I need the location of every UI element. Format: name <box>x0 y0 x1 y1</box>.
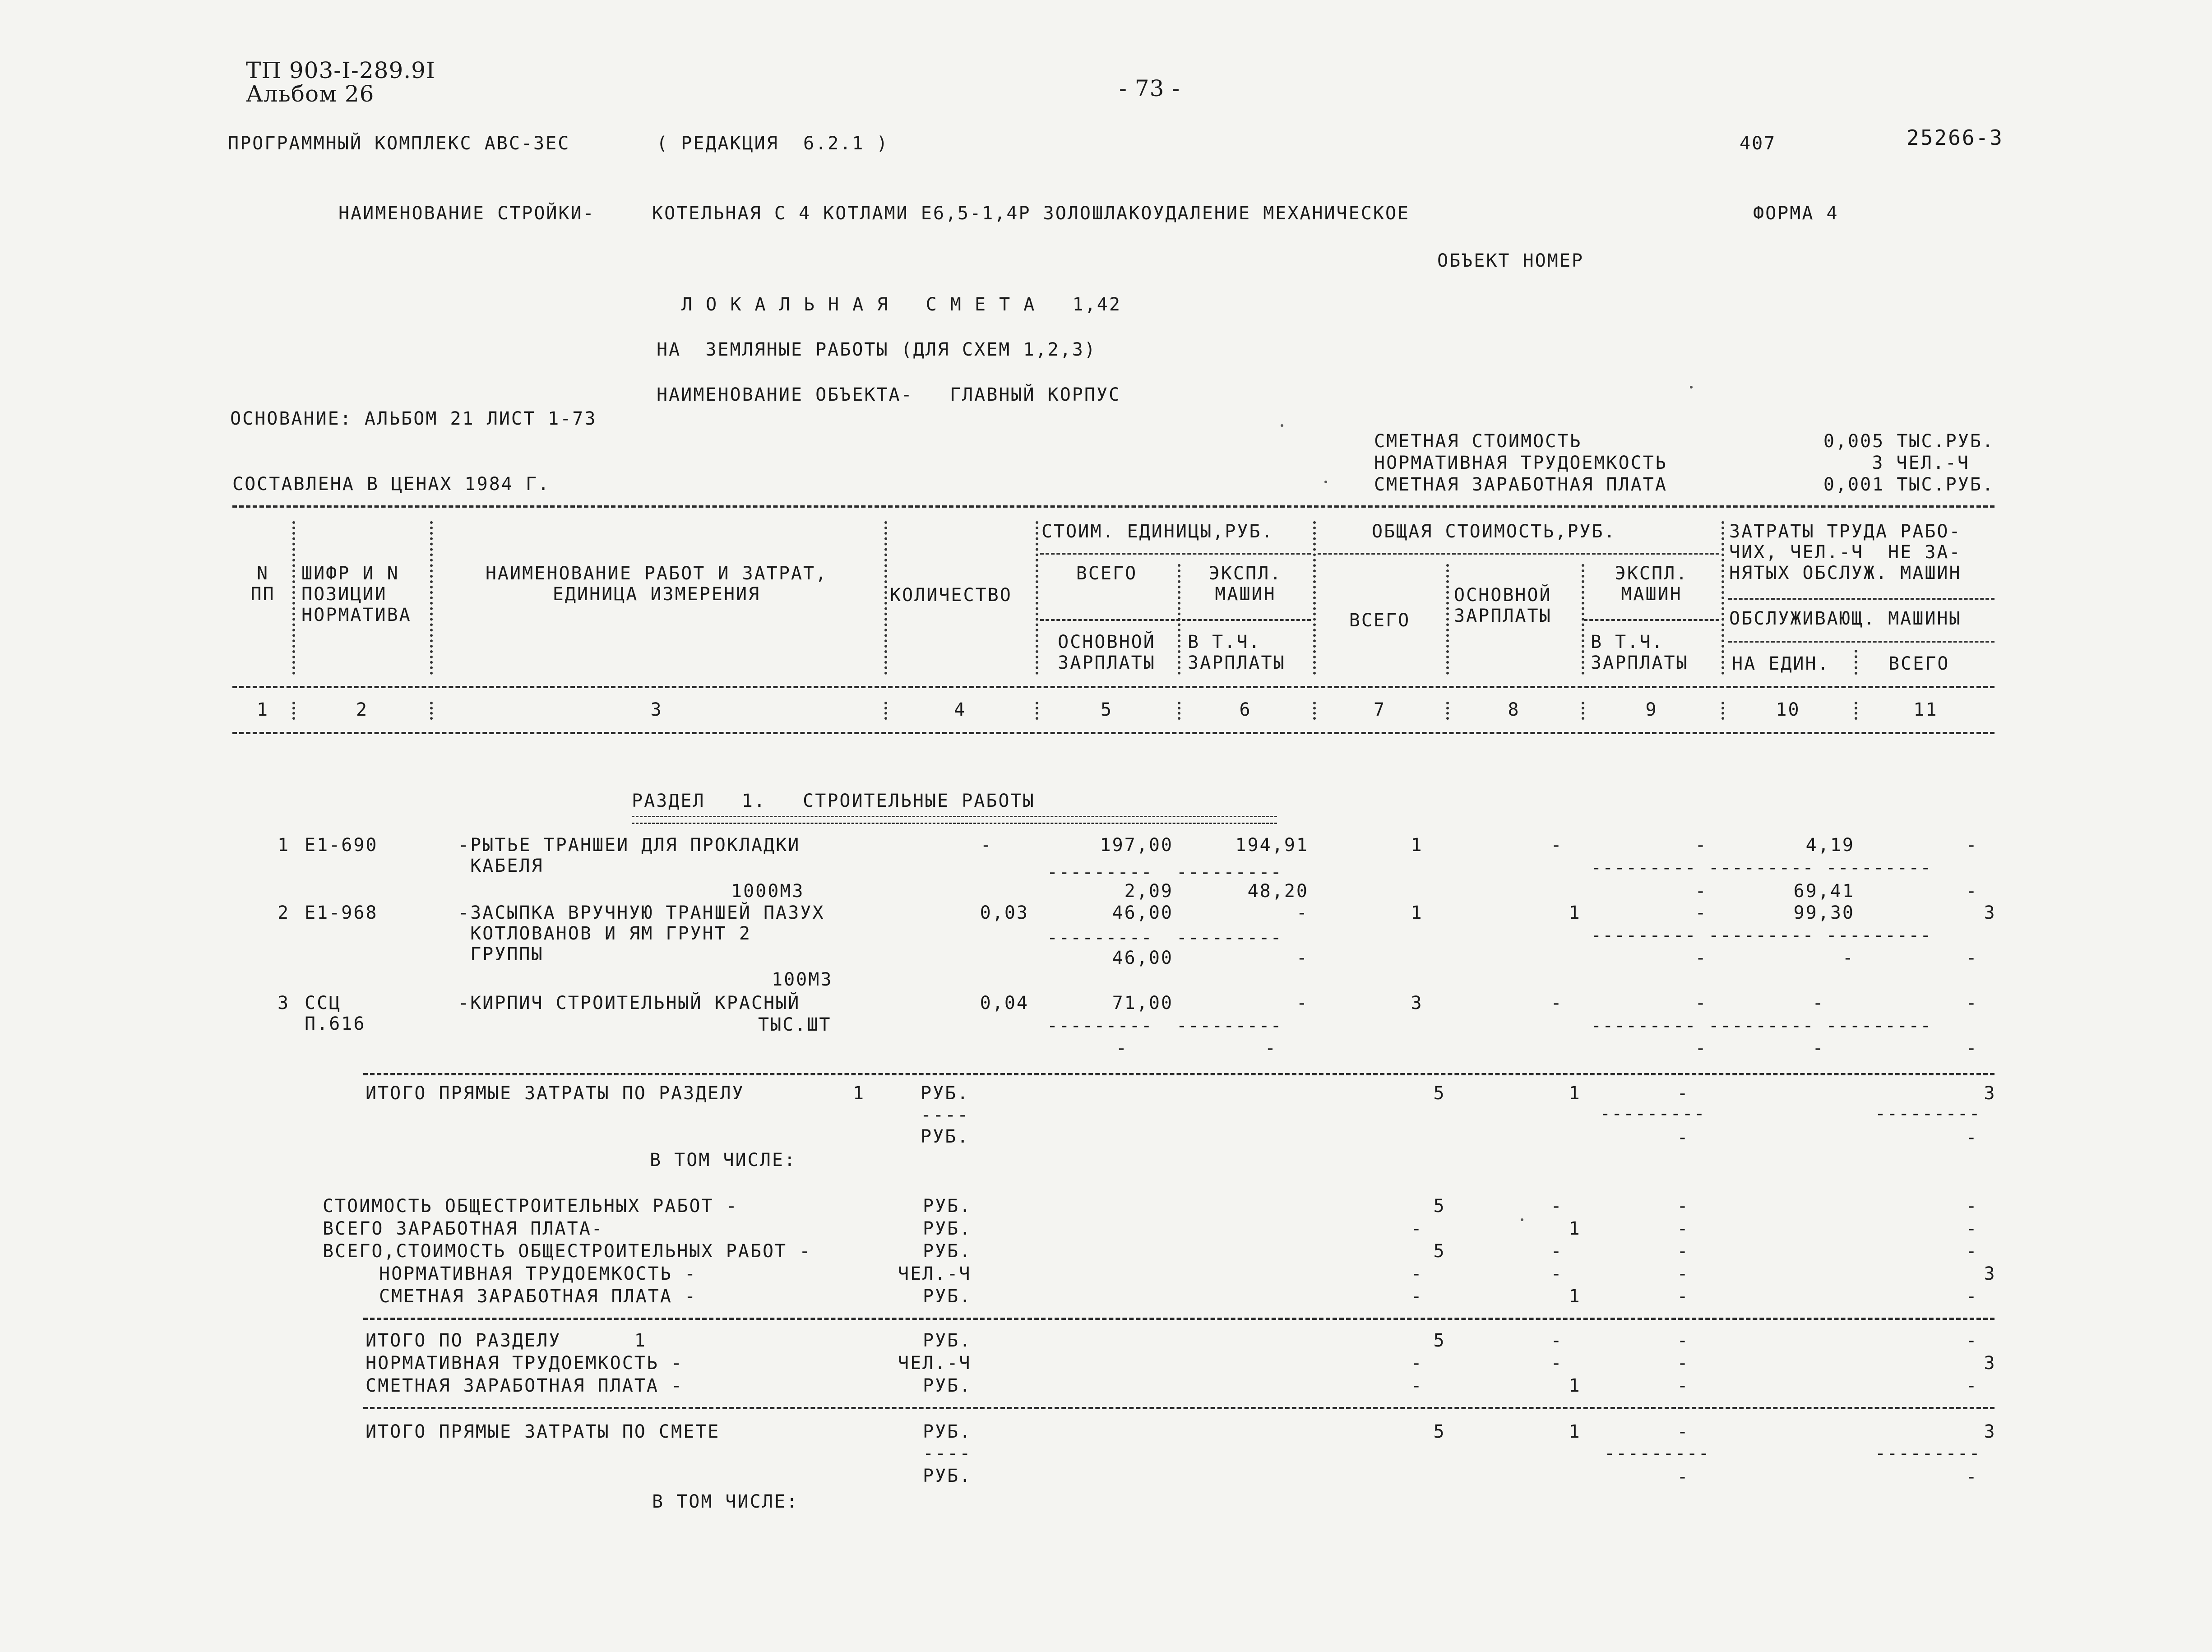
section-total-col11: 3 <box>1984 1353 1996 1374</box>
section-total-col8: - <box>1550 1330 1563 1351</box>
breakdown-col9: - <box>1677 1241 1689 1262</box>
including-label: В ТОМ ЧИСЛЕ: <box>650 1150 796 1171</box>
col-number: 11 <box>1913 699 1938 720</box>
breakdown-unit: РУБ. <box>923 1241 972 1262</box>
col-divider <box>1313 521 1316 675</box>
row-labor-unit: 4,19 <box>1805 835 1855 856</box>
col-divider <box>1313 702 1316 720</box>
stroyka-value: КОТЕЛЬНАЯ С 4 КОТЛАМИ Е6,5-1,4Р ЗОЛОШЛАКОУДАЛЕНИЕ МЕХАНИЧЕСКОЕ <box>652 203 1410 224</box>
col-header-9b: В Т.Ч. ЗАРПЛАТЫ <box>1591 632 1689 673</box>
row-name: -РЫТЬЕ ТРАНШЕИ ДЛЯ ПРОКЛАДКИ КАБЕЛЯ <box>458 835 801 876</box>
row-cost-machines: - <box>1296 993 1309 1013</box>
split-dash: --------- <box>1875 1443 1981 1464</box>
row-cost-salary: 2,09 <box>1124 881 1173 902</box>
section-total-unit: РУБ. <box>923 1375 972 1396</box>
estimate-total-unit: РУБ. <box>923 1421 972 1442</box>
page-number: - 73 - <box>1119 75 1180 102</box>
section-total-col9: - <box>1677 1375 1689 1396</box>
row-labor-total: - <box>1966 993 1978 1013</box>
split-dash: --------- --------- --------- <box>1591 857 1932 878</box>
row-code: Е1-968 <box>305 902 378 923</box>
scan-speck <box>1281 424 1283 427</box>
col-number: 7 <box>1373 699 1386 720</box>
total-col7: 5 <box>1433 1083 1446 1104</box>
col-divider <box>292 702 295 720</box>
total-unit: РУБ. <box>921 1083 970 1104</box>
col-number: 2 <box>356 699 369 720</box>
col-number: 6 <box>1239 699 1252 720</box>
section-total-col7: - <box>1411 1375 1423 1396</box>
total-col8: 1 <box>1569 1083 1581 1104</box>
col-header-1: N ПП <box>250 563 275 605</box>
row-cost-total: 46,00 <box>1112 902 1173 923</box>
col-header-5b: ОСНОВНОЙ ЗАРПЛАТЫ <box>1058 632 1156 673</box>
breakdown-label: НОРМАТИВНАЯ ТРУДОЕМКОСТЬ - <box>379 1263 697 1284</box>
col-divider <box>430 702 433 720</box>
header-bottom-rule <box>232 732 1995 734</box>
row-total: 1 <box>1411 835 1423 856</box>
section-total-label: ИТОГО ПО РАЗДЕЛУ 1 <box>366 1330 647 1351</box>
header-rule <box>1584 619 1719 621</box>
summary-value: 0,001 ТЫС.РУБ. <box>1823 474 1995 495</box>
row-unit: 100М3 <box>772 969 833 990</box>
breakdown-unit: РУБ. <box>923 1286 972 1307</box>
row-machines: - <box>1695 835 1708 856</box>
row-name: -КИРПИЧ СТРОИТЕЛЬНЫЙ КРАСНЫЙ <box>458 993 801 1013</box>
section-total-label: НОРМАТИВНАЯ ТРУДОЕМКОСТЬ - <box>366 1353 684 1374</box>
section-total-unit: ЧЕЛ.-Ч <box>898 1353 972 1374</box>
estimate-prices: СОСТАВЛЕНА В ЦЕНАХ 1984 Г. <box>232 474 551 495</box>
row-number: 2 <box>278 902 290 923</box>
col-header-10: НА ЕДИН. <box>1732 653 1830 674</box>
col-divider <box>1855 702 1857 720</box>
split-dash: --------- <box>1600 1103 1706 1124</box>
breakdown-col7: - <box>1411 1286 1423 1307</box>
row-code: Е1-690 <box>305 835 378 856</box>
row-cost-salary: - <box>1115 1038 1128 1059</box>
total-section-number: 1 <box>853 1083 865 1104</box>
estimate-total-col7: 5 <box>1433 1421 1446 1442</box>
breakdown-label: ВСЕГО,СТОИМОСТЬ ОБЩЕСТРОИТЕЛЬНЫХ РАБОТ - <box>323 1241 812 1262</box>
row-labor-unit: - <box>1812 993 1825 1013</box>
total-cost-header: ОБЩАЯ СТОИМОСТЬ,РУБ. <box>1372 521 1616 542</box>
estimate-rule <box>363 1407 1995 1409</box>
breakdown-col8: - <box>1550 1196 1563 1217</box>
estimate-title: Л О К А Л Ь Н А Я С М Е Т А 1,42 <box>681 294 1121 315</box>
split-dash: --------- <box>1604 1443 1710 1464</box>
row-unit: ТЫС.ШТ <box>758 1014 832 1035</box>
row-qty: - <box>980 835 993 856</box>
breakdown-col11: - <box>1966 1196 1978 1217</box>
row-machine-salary: - <box>1695 881 1708 902</box>
section-title: РАЗДЕЛ 1. СТРОИТЕЛЬНЫЕ РАБОТЫ <box>632 791 1035 811</box>
header-rule <box>1040 619 1311 621</box>
col-header-7: ВСЕГО <box>1349 610 1411 631</box>
col-number: 9 <box>1645 699 1658 720</box>
summary-value: 3 ЧЕЛ.-Ч <box>1872 453 1970 473</box>
col-header-2: ШИФР И N ПОЗИЦИИ НОРМАТИВА <box>301 563 412 625</box>
unit-dash: ---- <box>923 1443 972 1464</box>
breakdown-col9: - <box>1677 1263 1689 1284</box>
row-machine-salary: - <box>1695 948 1708 968</box>
section-total-col11: - <box>1966 1330 1978 1351</box>
col-header-6b: В Т.Ч. ЗАРПЛАТЫ <box>1188 632 1286 673</box>
album-number: Альбом 26 <box>246 81 375 107</box>
row-machine-salary: - <box>1695 1038 1708 1059</box>
breakdown-col7: 5 <box>1433 1241 1446 1262</box>
breakdown-col11: - <box>1966 1241 1978 1262</box>
col-number: 5 <box>1100 699 1113 720</box>
row-labor-service-total: - <box>1966 948 1978 968</box>
object-name: НАИМЕНОВАНИЕ ОБЪЕКТА- ГЛАВНЫЙ КОРПУС <box>657 384 1121 405</box>
breakdown-unit: РУБ. <box>923 1218 972 1239</box>
row-cost-machines: - <box>1296 902 1309 923</box>
row-total: 1 <box>1411 902 1423 923</box>
section-total-col11: - <box>1966 1375 1978 1396</box>
estimate-total-col9b: - <box>1677 1467 1689 1487</box>
col-header-4: КОЛИЧЕСТВО <box>890 585 1012 606</box>
breakdown-col7: 5 <box>1433 1196 1446 1217</box>
summary-value: 0,005 ТЫС.РУБ. <box>1823 431 1995 452</box>
header-rule <box>1728 641 1995 643</box>
row-labor-total: - <box>1966 835 1978 856</box>
header-rule <box>1728 598 1995 600</box>
breakdown-col11: 3 <box>1984 1263 1996 1284</box>
object-number: ОБЪЕКТ НОМЕР <box>1437 250 1584 271</box>
row-machines: - <box>1695 993 1708 1013</box>
col-number: 1 <box>256 699 269 720</box>
breakdown-unit: ЧЕЛ.-Ч <box>898 1263 972 1284</box>
table-top-rule <box>232 505 1995 508</box>
estimate-basis: ОСНОВАНИЕ: АЛЬБОМ 21 ЛИСТ 1-73 <box>230 408 597 429</box>
scan-speck <box>1324 481 1327 483</box>
doc-code-1: 407 <box>1740 133 1777 154</box>
estimate-total-label: ИТОГО ПРЯМЫЕ ЗАТРАТЫ ПО СМЕТЕ <box>366 1421 720 1442</box>
tp-number: ТП 903-I-289.9I <box>246 57 435 83</box>
breakdown-label: СМЕТНАЯ ЗАРАБОТНАЯ ПЛАТА - <box>379 1286 697 1307</box>
row-labor-service-total: - <box>1966 1038 1978 1059</box>
col-divider <box>292 521 295 675</box>
program-redaction: ( РЕДАКЦИЯ 6.2.1 ) <box>657 133 889 154</box>
row-code: ССЦ П.616 <box>305 993 366 1034</box>
header-rule <box>1040 553 1311 555</box>
split-dash: --------- --------- <box>1047 862 1282 883</box>
section-total-unit: РУБ. <box>923 1330 972 1351</box>
scan-speck <box>1690 386 1693 389</box>
row-cost-machines: 194,91 <box>1235 835 1309 856</box>
row-cost-machine-salary: - <box>1296 948 1309 968</box>
estimate-total-col11b: - <box>1966 1467 1978 1487</box>
total-unit-2: РУБ. <box>921 1126 970 1147</box>
breakdown-label: ВСЕГО ЗАРАБОТНАЯ ПЛАТА- <box>323 1218 604 1239</box>
split-dash: --------- --------- <box>1047 1015 1282 1036</box>
summary-label: СМЕТНАЯ ЗАРАБОТНАЯ ПЛАТА <box>1374 474 1667 495</box>
breakdown-col11: - <box>1966 1218 1978 1239</box>
breakdown-col7: - <box>1411 1218 1423 1239</box>
col-divider <box>884 702 887 720</box>
program-name: ПРОГРАММНЫЙ КОМПЛЕКС АВС-3ЕС <box>228 133 570 154</box>
estimate-total-col9: - <box>1677 1421 1689 1442</box>
col-header-8: ОСНОВНОЙ ЗАРПЛАТЫ <box>1454 585 1552 626</box>
row-cost-total: 71,00 <box>1112 993 1173 1013</box>
summary-label: СМЕТНАЯ СТОИМОСТЬ <box>1374 431 1582 452</box>
col-divider <box>1446 564 1449 675</box>
scan-speck <box>1521 1218 1523 1221</box>
row-salary: - <box>1550 835 1563 856</box>
row-number: 1 <box>278 835 290 856</box>
row-salary: - <box>1550 993 1563 1013</box>
header-rule <box>232 686 1995 688</box>
section-total-label: СМЕТНАЯ ЗАРАБОТНАЯ ПЛАТА - <box>366 1375 684 1396</box>
labor-header: ЗАТРАТЫ ТРУДА РАБО- ЧИХ, ЧЕЛ.-Ч НЕ ЗА- НЯТЫХ ОБСЛУЖ. МАШИН <box>1729 521 1962 583</box>
breakdown-col11: - <box>1966 1286 1978 1307</box>
col-header-9: ЭКСПЛ. МАШИН <box>1615 563 1689 605</box>
forma-label: ФОРМА 4 <box>1753 203 1839 224</box>
row-qty: 0,04 <box>980 993 1029 1013</box>
col-divider <box>1582 702 1584 720</box>
total-col9b: - <box>1677 1127 1689 1148</box>
header-rule <box>1318 553 1719 555</box>
total-col9: - <box>1677 1083 1689 1104</box>
section-underline <box>632 816 1277 824</box>
breakdown-col8: 1 <box>1569 1218 1581 1239</box>
estimate-total-unit-2: РУБ. <box>923 1466 972 1486</box>
row-labor-service-unit: 69,41 <box>1793 881 1855 902</box>
col-divider <box>1721 702 1724 720</box>
col-divider <box>1721 521 1724 675</box>
breakdown-col9: - <box>1677 1286 1689 1307</box>
section-rule <box>363 1318 1995 1320</box>
row-labor-service-unit: - <box>1812 1038 1825 1059</box>
row-total: 3 <box>1411 993 1423 1013</box>
col-header-6: ЭКСПЛ. МАШИН <box>1208 563 1282 605</box>
breakdown-col8: 1 <box>1569 1286 1581 1307</box>
row-cost-salary: 46,00 <box>1112 948 1173 968</box>
col-number: 8 <box>1508 699 1520 720</box>
section-total-col7: - <box>1411 1353 1423 1374</box>
estimate-total-col8: 1 <box>1569 1421 1581 1442</box>
total-label: ИТОГО ПРЯМЫЕ ЗАТРАТЫ ПО РАЗДЕЛУ <box>366 1083 745 1104</box>
unit-cost-header: СТОИМ. ЕДИНИЦЫ,РУБ. <box>1041 521 1274 542</box>
row-unit: 1000М3 <box>731 881 805 902</box>
split-dash: --------- --------- --------- <box>1591 1015 1932 1036</box>
row-cost-machine-salary: 48,20 <box>1247 881 1309 902</box>
col-divider <box>1178 702 1180 720</box>
row-name: -ЗАСЫПКА ВРУЧНУЮ ТРАНШЕЙ ПАЗУХ КОТЛОВАНОВ И ЯМ ГРУНТ 2 ГРУППЫ <box>458 902 825 965</box>
split-dash: --------- <box>1875 1103 1981 1124</box>
row-machines: - <box>1695 902 1708 923</box>
total-col11: 3 <box>1984 1083 1996 1104</box>
section-total-col9: - <box>1677 1353 1689 1374</box>
section-total-col9: - <box>1677 1330 1689 1351</box>
stroyka-label: НАИМЕНОВАНИЕ СТРОЙКИ- <box>338 203 595 224</box>
col-number: 3 <box>650 699 663 720</box>
row-labor-service-unit: - <box>1842 948 1855 968</box>
breakdown-label: СТОИМОСТЬ ОБЩЕСТРОИТЕЛЬНЫХ РАБОТ - <box>323 1196 738 1217</box>
estimate-subtitle: НА ЗЕМЛЯНЫЕ РАБОТЫ (ДЛЯ СХЕМ 1,2,3) <box>657 339 1097 360</box>
row-labor-total: 3 <box>1984 902 1996 923</box>
split-dash: --------- --------- --------- <box>1591 925 1932 946</box>
breakdown-col8: - <box>1550 1263 1563 1284</box>
breakdown-col7: - <box>1411 1263 1423 1284</box>
doc-code-2: 25266-3 <box>1907 125 2004 150</box>
section-total-col7: 5 <box>1433 1330 1446 1351</box>
including-label: В ТОМ ЧИСЛЕ: <box>652 1491 799 1512</box>
split-dash: --------- --------- <box>1047 927 1282 948</box>
rows-bottom-rule <box>363 1073 1995 1075</box>
row-qty: 0,03 <box>980 902 1029 923</box>
col-number: 4 <box>953 699 967 720</box>
col-divider <box>1855 650 1857 675</box>
row-labor-unit: 99,30 <box>1793 902 1855 923</box>
section-total-col8: 1 <box>1569 1375 1581 1396</box>
breakdown-col8: - <box>1550 1241 1563 1262</box>
row-labor-service-total: - <box>1966 881 1978 902</box>
labor-service-header: ОБСЛУЖИВАЮЩ. МАШИНЫ <box>1729 608 1962 629</box>
col-divider <box>1036 702 1038 720</box>
breakdown-col9: - <box>1677 1218 1689 1239</box>
col-header-3: НАИМЕНОВАНИЕ РАБОТ И ЗАТРАТ, ЕДИНИЦА ИЗМЕРЕНИЯ <box>485 563 828 605</box>
total-col11b: - <box>1966 1127 1978 1148</box>
unit-dash: ---- <box>921 1105 970 1125</box>
row-salary: 1 <box>1569 902 1581 923</box>
col-number: 10 <box>1776 699 1800 720</box>
row-cost-total: 197,00 <box>1100 835 1173 856</box>
row-number: 3 <box>278 993 290 1013</box>
col-header-11: ВСЕГО <box>1888 653 1950 674</box>
col-divider <box>1446 702 1449 720</box>
summary-label: НОРМАТИВНАЯ ТРУДОЕМКОСТЬ <box>1374 453 1667 473</box>
col-divider <box>884 521 887 675</box>
section-total-col8: - <box>1550 1353 1563 1374</box>
col-divider <box>430 521 433 675</box>
breakdown-col9: - <box>1677 1196 1689 1217</box>
breakdown-unit: РУБ. <box>923 1196 972 1217</box>
col-header-5: ВСЕГО <box>1076 563 1138 584</box>
row-cost-machine-salary: - <box>1264 1038 1277 1059</box>
estimate-total-col11: 3 <box>1984 1421 1996 1442</box>
